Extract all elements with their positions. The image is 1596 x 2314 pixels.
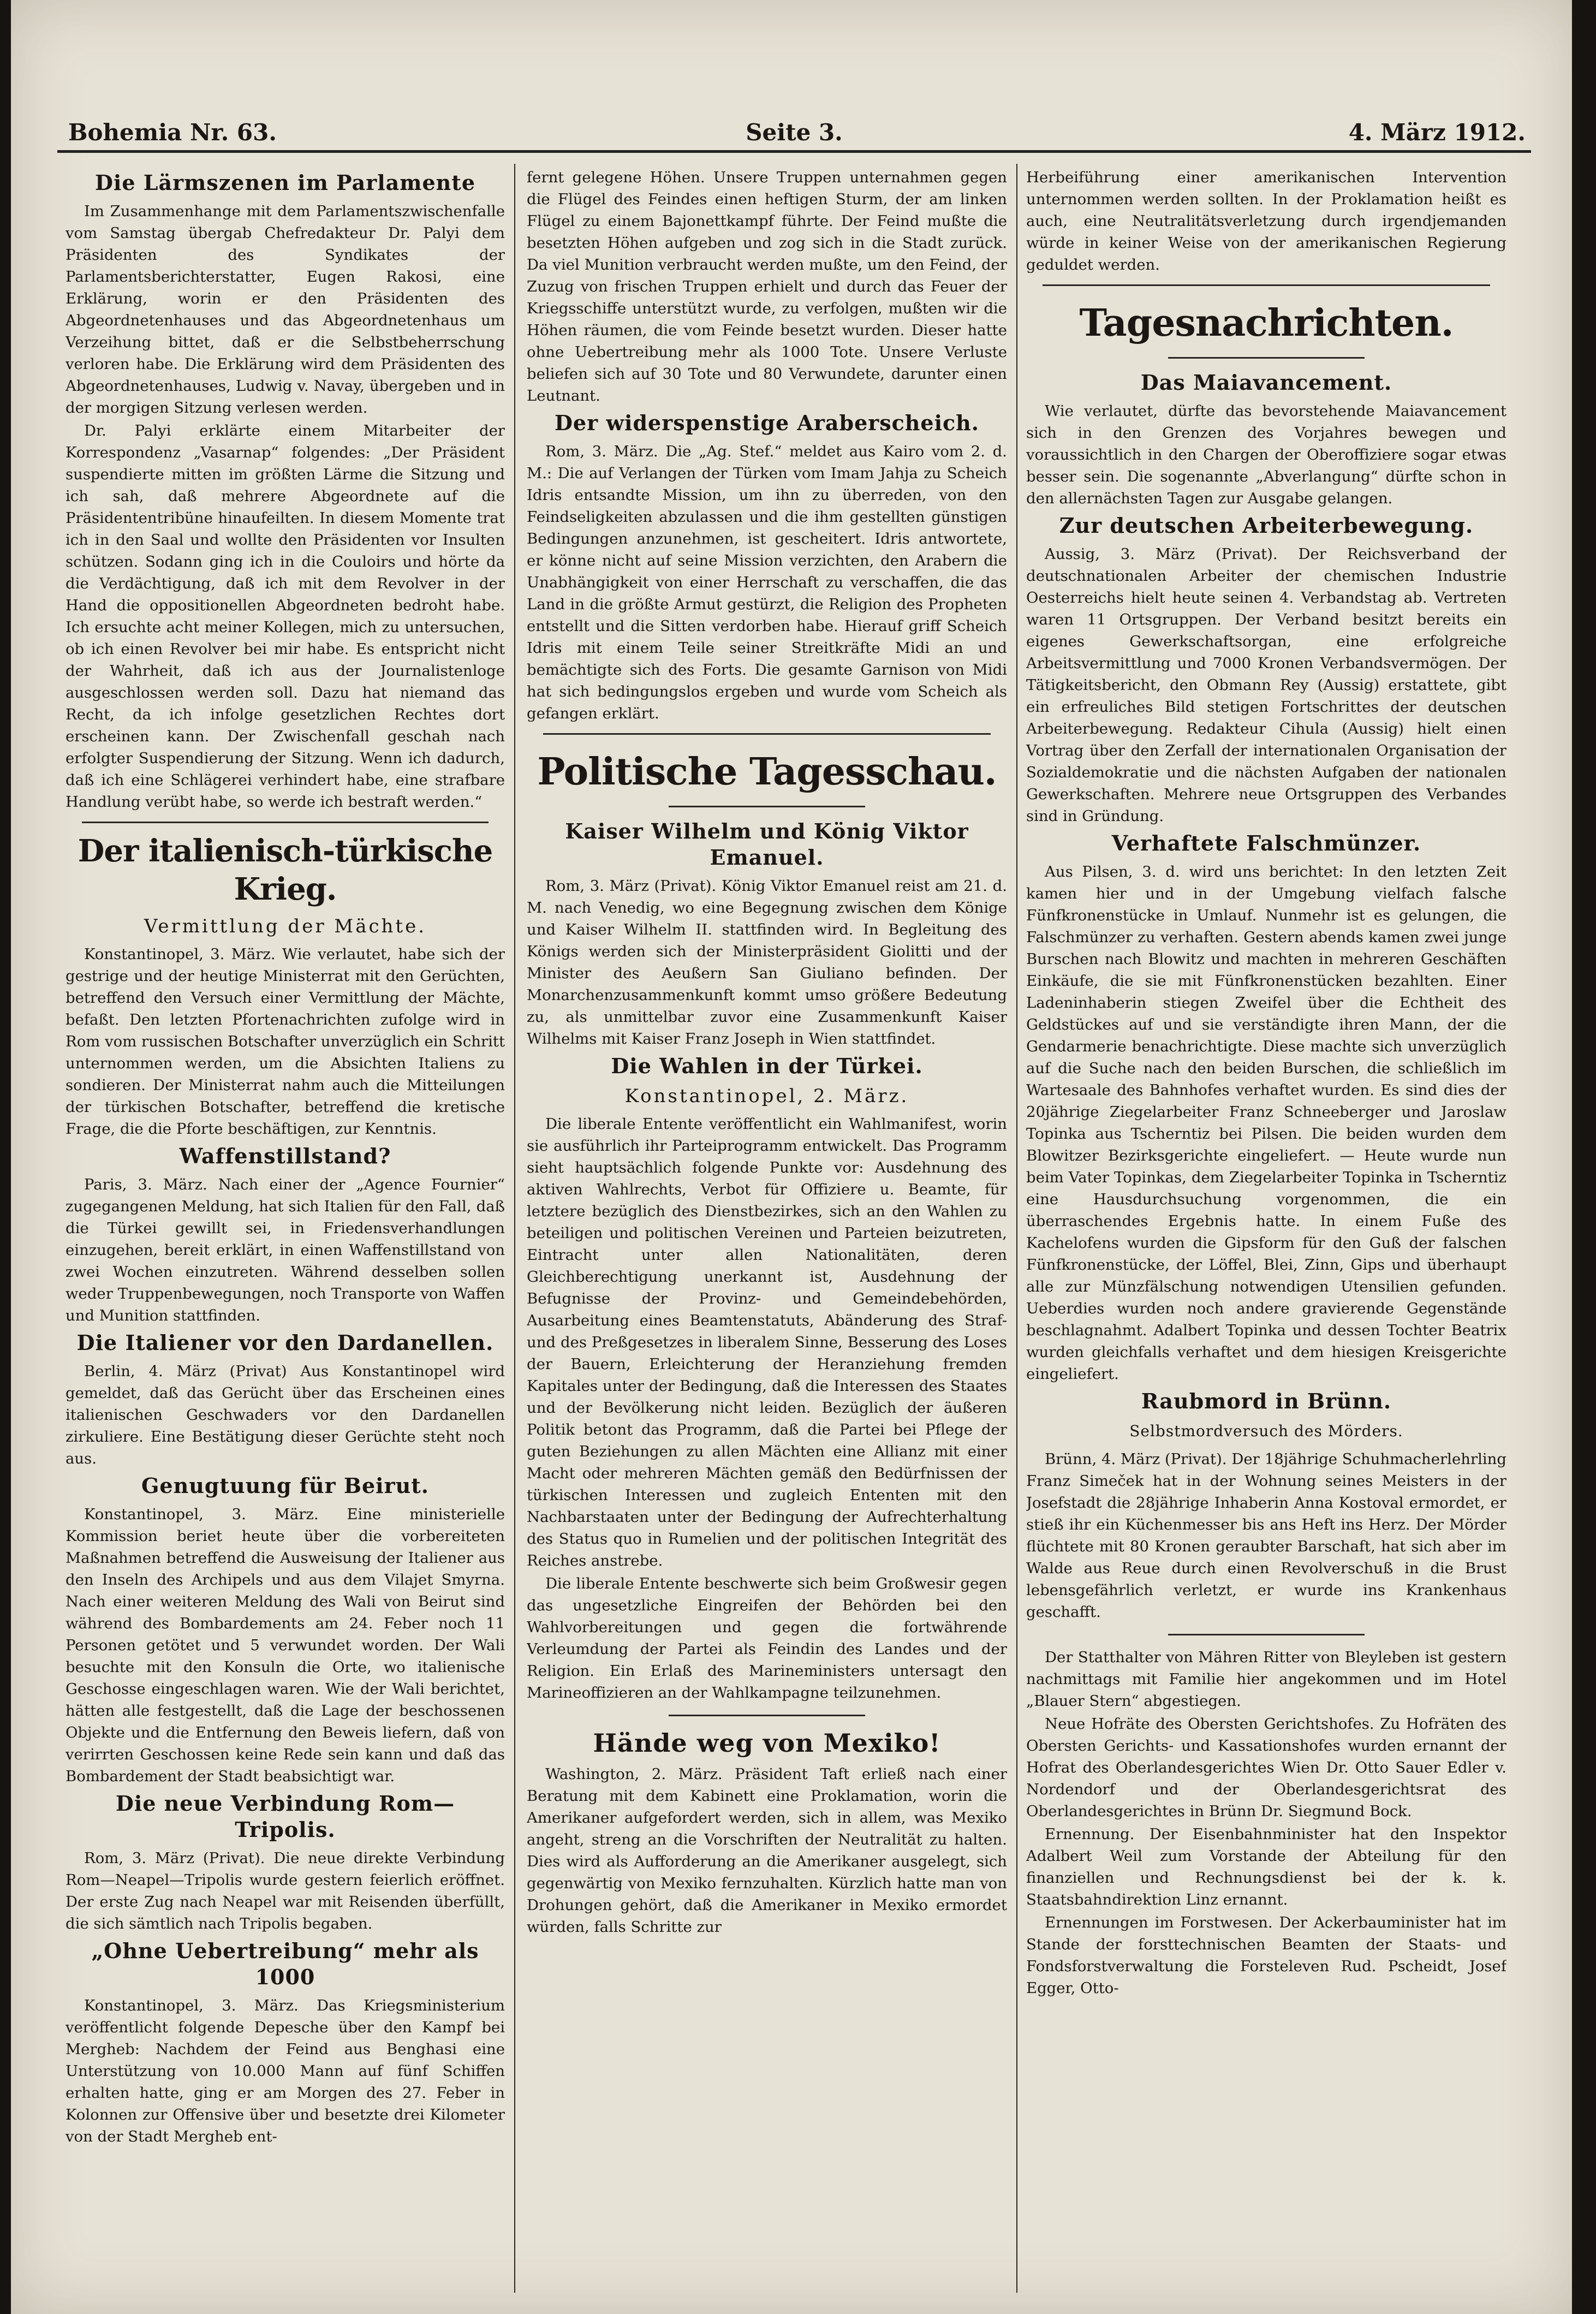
article-paragraph: fernt gelegene Höhen. Unsere Truppen unternahmen gegen die Flügel des Feindes einen heftigen Sturm, der am linken Flügel zu einem Bajonettkampf führte. Der Feind mußte die besetzten Höhen aufgeben und zog sich in die Stadt zurück. Da viel Munition verbraucht werden mußte, um den Feind, der Zuzug von frischen Truppen erhielt und durch das Feuer der Kriegsschiffe unterstützt wurde, zu verfolgen, mußten wir die Höhen räumen, die vom Feinde besetzt wurden. Dieser hatte ohne Uebertreibung mehr als 1000 Tote. Unsere Verluste beliefen sich auf 30 Tote und 80 Verwundete, darunter einen Leutnant. [527, 169, 1007, 404]
article-paragraph: Paris, 3. März. Nach einer der „Agence Fournier“ zugegangenen Meldung, hat sich Italien für den Fall, daß die Türkei gewillt sei, in Friedensverhandlungen einzugehen, bereit erklärt, in einen Waffenstillstand von zwei Wochen einzutreten. Während desselben sollen weder Truppenbewegungen, noch Transporte von Waffen und Munition stattfinden. [65, 1176, 505, 1324]
article-paragraph: Ernennung. Der Eisenbahnminister hat den Inspektor Adalbert Weil zum Vorstande der Abteilung für den finanziellen und Rechnungsdienst bei der k. k. Staatsbahndirektion Linz ernannt. [1026, 1825, 1506, 1908]
article-paragraph: Rom, 3. März (Privat). König Viktor Emanuel reist am 21. d. M. nach Venedig, wo eine Begegnung zwischen dem Könige und Kaiser Wilhelm II. stattfinden wird. In Begleitung des Königs werden sich der Ministerpräsident Giolitti und der Minister des Aeußern San Giuliano befinden. Der Monarchenzusammenkunft kommt umso größere Bedeutung zu, als unmittelbar zuvor eine Zusammenkunft Kaiser Wilhelms mit Kaiser Franz Joseph in Wien stattfindet. [527, 877, 1007, 1048]
article-paragraph: Aussig, 3. März (Privat). Der Reichsverband der deutschnationalen Arbeiter der chemischen Industrie Oesterreichs hielt heute seinen 4. Verbandstag ab. Vertreten waren 11 Ortsgruppen. Der Verband besitzt bereits ein eigenes Gewerkschaftsorgan, eine erfolgreiche Arbeitsvermittlung und 7000 Kronen Verbandsvermögen. Der Tätigkeitsbericht, den Obmann Rey (Aussig) erstattete, gibt ein erfreuliches Bild stetigen Fortschrittes der deutschen Arbeiterbewegung. Redakteur Cihula (Aussig) hielt einen Vortrag über den Zerfall der internationalen Organisation der Sozialdemokratie und die nächsten Aufgaben der nationalen Gewerkschaften. Mehrere neue Ortsgruppen des Verbandes sind in Gründung. [1026, 545, 1506, 825]
section-divider [669, 806, 865, 807]
article-dateline: Konstantinopel, 2. März. [624, 1085, 909, 1107]
article-paragraph: Rom, 3. März. Die „Ag. Stef.“ meldet aus Kairo vom 2. d. M.: Die auf Verlangen der Türken vom Imam Jahja zu Scheich Idris entsandte Mission, um ihn zu überreden, von den Feindseligkeiten abzulassen und die ihm gestellten günstigen Bedingungen anzunehmen, ist gescheitert. Idris antwortete, er könne nicht auf seine Mission verzichten, den Arabern die Unabhängigkeit von einer Herrschaft zu verschaffen, die das Land in die größte Armut gestürzt, die Religion des Propheten entstellt und die Sitten verdorben habe. Hierauf griff Scheich Idris mit einem Teile seiner Streitkräfte Midi an und bemächtigte sich des Forts. Die gesamte Garnison von Midi hat sich bedingungslos ergeben und wurde vom Scheich als gefangen erklärt. [527, 443, 1007, 722]
section-divider [1043, 284, 1490, 286]
column-3 [1026, 166, 1506, 2295]
article-paragraph: Herbeiführung einer amerikanischen Intervention unternommen werden sollten. In der Proklamation heißt es auch, eine Neutralitätsverletzung durch irgendjemanden würde in keiner Weise von der amerikanischen Regierung geduldet werden. [1026, 169, 1506, 273]
section-divider [1168, 1634, 1365, 1635]
issue-number: Bohemia Nr. 63. [68, 119, 277, 146]
article-paragraph: Konstantinopel, 3. März. Das Kriegsministerium veröffentlicht folgende Depesche über den Kampf bei Mergheb: Nachdem der Feind aus Benghasi eine Unterstützung von 10.000 Mann auf fünf Schiffen erhalten hatte, ging er am Morgen des 27. Feber in Kolonnen zur Offensive über und besetzte drei Kilometer von der Stadt Mergheb ent- [65, 1997, 505, 2145]
section-title: Politische Tagesschau. [537, 750, 997, 794]
article-paragraph: Im Zusammenhange mit dem Parlamentszwischenfalle vom Samstag übergab Chefredakteur Dr. Palyi dem Präsidenten des Syndikates der Parlamentsberichterstatter, Eugen Rakosi, eine Erklärung, worin er den Präsidenten des Abgeordnetenhauses und das Abgeordnetenhaus um Verzeihung bittet, daß er die Selbstbeherrschung verloren habe. Die Erklärung wird dem Präsidenten des Abgeordnetenhauses, Ludwig v. Navay, übergeben und in der morgigen Sitzung verlesen werden. [65, 203, 505, 417]
article-title: Kaiser Wilhelm und König Viktor Emanuel. [565, 819, 969, 870]
article-paragraph: Dr. Palyi erklärte einem Mitarbeiter der Korrespondenz „Vasarnap“ folgendes: „Der Präsident suspendierte mitten im größten Lärme die Sitzung und ich sah, daß mehrere Abgeordnete auf die Präsidententribüne hinaufeilten. In diesem Momente trat ich in den Saal und wollte den Präsidenten vor Insulten schützen. Sodann ging ich in die Couloirs und hörte da die Verdächtigung, daß ich mit dem Revolver in der Hand die oppositionellen Abgeordneten bedroht habe. Ich ersuchte acht meiner Kollegen, mich zu untersuchen, ob ich einen Revolver bei mir habe. Es entspricht nicht der Wahrheit, daß ich aus der Journalistenloge ausgeschlossen werden soll. Dazu hat niemand das Recht, da ich infolge gesetzlichen Rechtes dort erscheinen kann. Der Zwischenfall geschah nach erfolgter Suspendierung der Sitzung. Wenn ich dadurch, daß ich eine Schlägerei verhindert habe, eine strafbare Handlung verübt habe, so werde ich bestraft werden.“ [65, 422, 505, 811]
article-title: Zur deutschen Arbeiterbewegung. [1059, 513, 1474, 538]
article-title: Waffenstillstand? [179, 1144, 391, 1168]
article-paragraph: Washington, 2. März. Präsident Taft erließ nach einer Beratung mit dem Kabinett eine Proklamation, worin die Amerikaner aufgefordert werden, sich in allem, was Mexiko angeht, streng an die Vorschriften der Neutralität zu halten. Dies wird als Aufforderung an die Amerikaner ausgelegt, sich gegenwärtig von Mexiko fernzuhalten. Kürzlich hatte man von Drohungen gehört, daß die Amerikaner in Mexiko ermordet würden, falls Schritte zur [527, 1765, 1007, 1936]
article-paragraph: Konstantinopel, 3. März. Eine ministerielle Kommission beriet heute über die vorbereiteten Maßnahmen betreffend die Ausweisung der Italiener aus den Inseln des Archipels und aus dem Vilajet Smyrna. Nach einer weiteren Meldung des Wali von Beirut sind während des Bombardements am 24. Feber noch 11 Personen getötet und 5 verwundet worden. Der Wali besuchte mit den Konsuln die Orte, wo italienische Geschosse eingeschlagen waren. Wie der Wali berichtet, hätten alle festgestellt, daß die Lage der beschossenen Objekte und die Entfernung den Beweis liefern, daß von verirrten Geschossen keine Rede sein kann und daß das Bombardement der Stadt beabsichtigt war. [65, 1506, 505, 1785]
article-paragraph: Der Statthalter von Mähren Ritter von Bleyleben ist gestern nachmittags mit Familie hier angekommen und im Hotel „Blauer Stern“ abgestiegen. [1026, 1649, 1506, 1710]
article-title: Verhaftete Falschmünzer. [1111, 831, 1421, 855]
article-title: Die Wahlen in der Türkei. [611, 1054, 923, 1078]
article-paragraph: Neue Hofräte des Obersten Gerichtshofes. Zu Hofräten des Obersten Gerichts- und Kassationshofes wurden ernannt der Hofrat des Oberlandesgerichtes Wien Dr. Otto Sauer Edler v. Nordendorf und der Oberlandesgerichtsrat des Oberlandesgerichtes in Brünn Dr. Siegmund Bock. [1026, 1715, 1506, 1820]
article-paragraph: Ernennungen im Forstwesen. Der Ackerbauminister hat im Stande der forsttechnischen Beamten der Staats- und Fondsforstverwaltung die Forsteleven Rud. Pscheidt, Josef Egger, Otto- [1026, 1914, 1506, 1997]
section-title: Tagesnachrichten. [1079, 301, 1454, 345]
article-subtitle: Selbstmordversuch des Mörders. [1129, 1422, 1403, 1440]
article-paragraph: Wie verlautet, dürfte das bevorstehende Maiavancement sich in den Grenzen des Vorjahres bewegen und voraussichtlich in den Chargen der Oberoffiziere sogar etwas besser sein. Die sogenannte „Abverlangung“ dürfte schon in den allernächsten Tagen zur Ausgabe gelangen. [1026, 402, 1506, 507]
article-title: „Ohne Uebertreibung“ mehr als 1000 [91, 1938, 479, 1989]
article-paragraph: Berlin, 4. März (Privat) Aus Konstantinopel wird gemeldet, daß das Gerücht über das Erscheinen eines italienischen Geschwaders vor den Dardanellen zirkuliere. Eine Bestätigung dieser Gerüchte steht noch aus. [65, 1363, 505, 1467]
section-title: Der italienisch-türkische Krieg. [78, 833, 493, 907]
article-title: Die neue Verbindung Rom—Tripolis. [115, 1791, 455, 1842]
article-title: Raubmord in Brünn. [1141, 1389, 1392, 1413]
page-number: Seite 3. [746, 119, 843, 146]
column-rule-1 [514, 164, 515, 2293]
column-rule-2 [1016, 164, 1017, 2293]
article-title: Der widerspenstige Araberscheich. [554, 411, 980, 435]
issue-date: 4. März 1912. [1348, 119, 1526, 146]
section-divider [1168, 357, 1365, 359]
article-title: Die Italiener vor den Dardanellen. [76, 1330, 494, 1355]
article-paragraph: Rom, 3. März (Privat). Die neue direkte Verbindung Rom—Neapel—Tripolis wurde gestern feierlich eröffnet. Der erste Zug nach Neapel war mit Reisenden überfüllt, die sich sämtlich nach Tripolis begaben. [65, 1849, 505, 1932]
newspaper-page [11, 0, 1572, 2314]
article-subtitle: Vermittlung der Mächte. [144, 915, 427, 937]
section-divider [543, 733, 991, 735]
article-title: Die Lärmszenen im Parlamente [94, 170, 476, 195]
article-paragraph: Konstantinopel, 3. März. Wie verlautet, habe sich der gestrige und der heutige Ministerrat mit den Gerüchten, betreffend den Versuch einer Vermittlung der Mächte, befaßt. Den letzten Pfortenachrichten zufolge wird in Rom vom russischen Botschafter unverzüglich ein Schritt unternommen werden, um die Absichten Italiens zu sondieren. Der Ministerrat nahm auch die Mitteilungen der türkischen Botschafter, betreffend die kretische Frage, die die Pforte beschäftigen, zur Kenntnis. [65, 945, 505, 1138]
section-divider [669, 1715, 865, 1716]
article-paragraph: Die liberale Entente veröffentlicht ein Wahlmanifest, worin sie ausführlich ihr Parteiprogramm entwickelt. Das Programm sieht hauptsächlich folgende Punkte vor: Ausdehnung des aktiven Wahlrechts, Verbot für Offiziere u. Beamte, für letztere bezüglich des Dienstbezirkes, sich an den Wahlen zu beteiligen und politischen Vereinen und Parteien beizutreten, Eintracht unter allen Nationalitäten, deren Gleichberechtigung unerkannt ist, Ausdehnung der Befugnisse der Provinz- und Gemeindebehörden, Ausarbeitung eines Beamtenstatuts, Abänderung des Straf- und des Preßgesetzes in liberalem Sinne, Besserung des Loses der Bauern, Erleichterung der Heranziehung fremden Kapitales unter der Bedingung, daß die Interessen des Staates und der Bevölkerung nicht leiden. Bezüglich der äußeren Politik betont das Programm, daß die Partei bei Pflege der guten Beziehungen zu allen Mächten eine Allianz mit einer Macht oder mehreren Mächten gemäß den Bedürfnissen der türkischen Interessen und zugleich Ententen mit den Nachbarstaaten unter der Bedingung der Aufrechterhaltung des Status quo in Rumelien und der politischen Integrität des Reiches anstrebe. [527, 1115, 1007, 1569]
article-title: Das Maiavancement. [1140, 370, 1392, 395]
column-2 [527, 166, 1007, 2295]
section-divider [82, 822, 489, 823]
article-title: Genugtuung für Beirut. [141, 1473, 430, 1498]
article-title: Hände weg von Mexiko! [593, 1728, 941, 1758]
article-paragraph: Aus Pilsen, 3. d. wird uns berichtet: In den letzten Zeit kamen hier und in der Umgebung vielfach falsche Fünfkronenstücke in Umlauf. Nunmehr ist es gelungen, die Falschmünzer zu verhaften. Gestern abends kamen zwei junge Burschen nach Blowitz und machten in mehreren Geschäften Einkäufe, die sie mit Fünfkronenstücken bezahlten. Einer Ladeninhaberin stiegen Zweifel über die Echtheit des Geldstückes auf und sie verständigte ihren Mann, der die Gendarmerie benachrichtigte. Diese machte sich unverzüglich auf die Suche nach den beiden Burschen, die schließlich im Wartesaale des Bahnhofes verhaftet wurden. Es sind dies der 20jährige Ziegelarbeiter Franz Schneeberger und Jaroslaw Topinka aus Tscherntiz bei Pilsen. Die beiden wurden dem Blowitzer Bezirksgerichte eingeliefert. — Heute wurde nun beim Vater Topinkas, dem Ziegelarbeiter Topinka in Tscherntiz eine Hausdurchsuchung vorgenommen, die ein überraschendes Ergebnis hatte. In einem Fuße des Kachelofens wurden die Gipsform für den Guß der falschen Fünfkronenstücke, der Löffel, Blei, Zinn, Gips und überhaupt alle zur Münzfälschung notwendigen Utensilien gefunden. Ueberdies wurden noch andere gravierende Gegenstände beschlagnahmt. Adalbert Topinka und dessen Tochter Beatrix wurden gleichfalls verhaftet und dem hiesigen Kreisgerichte eingeliefert. [1026, 863, 1506, 1383]
column-1 [65, 166, 505, 2295]
page-header [57, 112, 1531, 153]
article-paragraph: Die liberale Entente beschwerte sich beim Großwesir gegen das ungesetzliche Eingreifen der Behörden bei den Wahlvorbereitungen und gegen die fortwährende Verleumdung der Partei als Feindin des Landes und der Religion. Ein Erlaß des Marineministers untersagt den Marineoffizieren an der Wahlkampagne teilzunehmen. [527, 1575, 1007, 1702]
article-paragraph: Brünn, 4. März (Privat). Der 18jährige Schuhmacherlehrling Franz Simeček hat in der Wohnung seines Meisters in der Josefstadt die 28jährige Inhaberin Anna Kostoval ermordet, er stieß ihr ein Küchenmesser bis ans Heft ins Herz. Der Mörder flüchtete mit 80 Kronen geraubter Barschaft, hat sich aber im Walde aus Reue durch einen Revolverschuß in die Brust lebensgefährlich verletzt, er wurde ins Krankenhaus geschafft. [1026, 1450, 1506, 1621]
